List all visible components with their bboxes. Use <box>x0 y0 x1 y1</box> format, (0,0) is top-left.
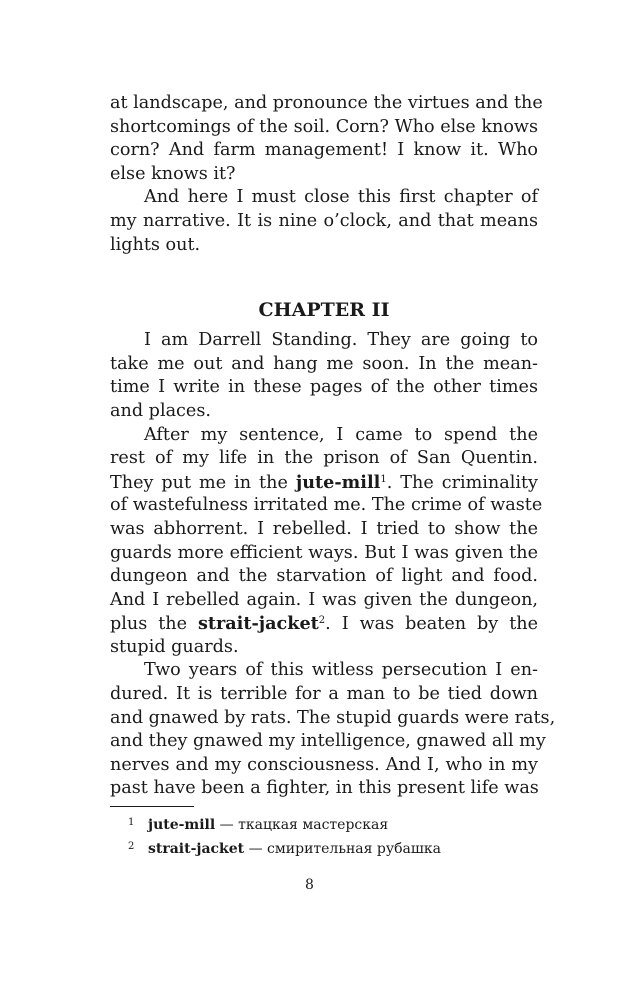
text-line: corn? And farm management! I know it. Who <box>110 140 538 161</box>
chapter-heading: CHAPTER II <box>258 299 390 322</box>
text-line <box>110 612 538 636</box>
text-line: And here I must close this first chapter of <box>144 187 538 208</box>
text-line: Two years of this witless persecution I en- <box>144 660 538 681</box>
footnote-divider <box>110 806 194 807</box>
footnote-number: 1 <box>128 817 135 828</box>
text-line: was abhorrent. I rebelled. I tried to show the <box>110 518 538 539</box>
text-line: dungeon and the starvation of light and food. <box>110 566 538 587</box>
text-fragment: . The criminality <box>386 472 538 493</box>
text-line: I am Darrell Standing. They are going to <box>144 330 538 351</box>
text-line: and gnawed by rats. The stupid guards were rats, <box>110 707 556 728</box>
footnote-number: 2 <box>128 841 135 852</box>
text-line: After my sentence, I came to spend the <box>144 424 538 445</box>
footnote-term: strait-jacket <box>148 841 245 857</box>
footnote-translation: ткацкая мастерская <box>238 817 389 833</box>
footnotes <box>128 812 441 860</box>
text-fragment: plus the <box>110 614 188 635</box>
footnote-dash: — <box>219 817 234 833</box>
footnote-term: jute-mill <box>148 817 216 833</box>
footnote-dash: — <box>248 841 263 857</box>
page-number: 8 <box>305 877 314 893</box>
text-fragment: They put me in the <box>110 472 288 493</box>
footnote-ref: 1 <box>380 473 387 485</box>
glossed-term: jute-mill <box>295 471 381 493</box>
text-line: past have been a fighter, in this present life was <box>110 778 539 799</box>
text-line: guards more efficient ways. But I was given the <box>110 542 538 563</box>
text-line: of wastefulness irritated me. The crime of waste <box>110 495 543 516</box>
footnote <box>128 836 441 860</box>
text-line: else knows it? <box>110 163 236 184</box>
footnote <box>128 812 441 836</box>
text-line: lights out. <box>110 234 201 255</box>
text-line: and they gnawed my intelligence, gnawed all my <box>110 731 546 752</box>
text-line: time I write in these pages of the other times <box>110 377 538 398</box>
text-line: and places. <box>110 400 211 421</box>
text-line: at landscape, and pronounce the virtues and the <box>110 93 543 113</box>
text-line: my narrative. It is nine o’clock, and that means <box>110 210 538 231</box>
footnote-translation: смирительная рубашка <box>267 841 441 857</box>
text-fragment: . I was beaten by the <box>325 614 539 635</box>
text-line: take me out and hang me soon. In the mean- <box>110 353 538 374</box>
text-line: nerves and my consciousness. And I, who in my <box>110 754 538 775</box>
text-line: stupid guards. <box>110 636 239 657</box>
text-line: dured. It is terrible for a man to be tied down <box>110 684 538 705</box>
text-line: And I rebelled again. I was given the dungeon, <box>110 589 538 610</box>
text-line <box>110 471 538 495</box>
body-text <box>110 92 556 801</box>
footnote-ref: 2 <box>318 615 326 627</box>
text-line: rest of my life in the prison of San Quentin. <box>110 448 538 469</box>
glossed-term: strait-jacket <box>197 613 319 635</box>
text-line: shortcomings of the soil. Corn? Who else knows <box>110 116 538 137</box>
